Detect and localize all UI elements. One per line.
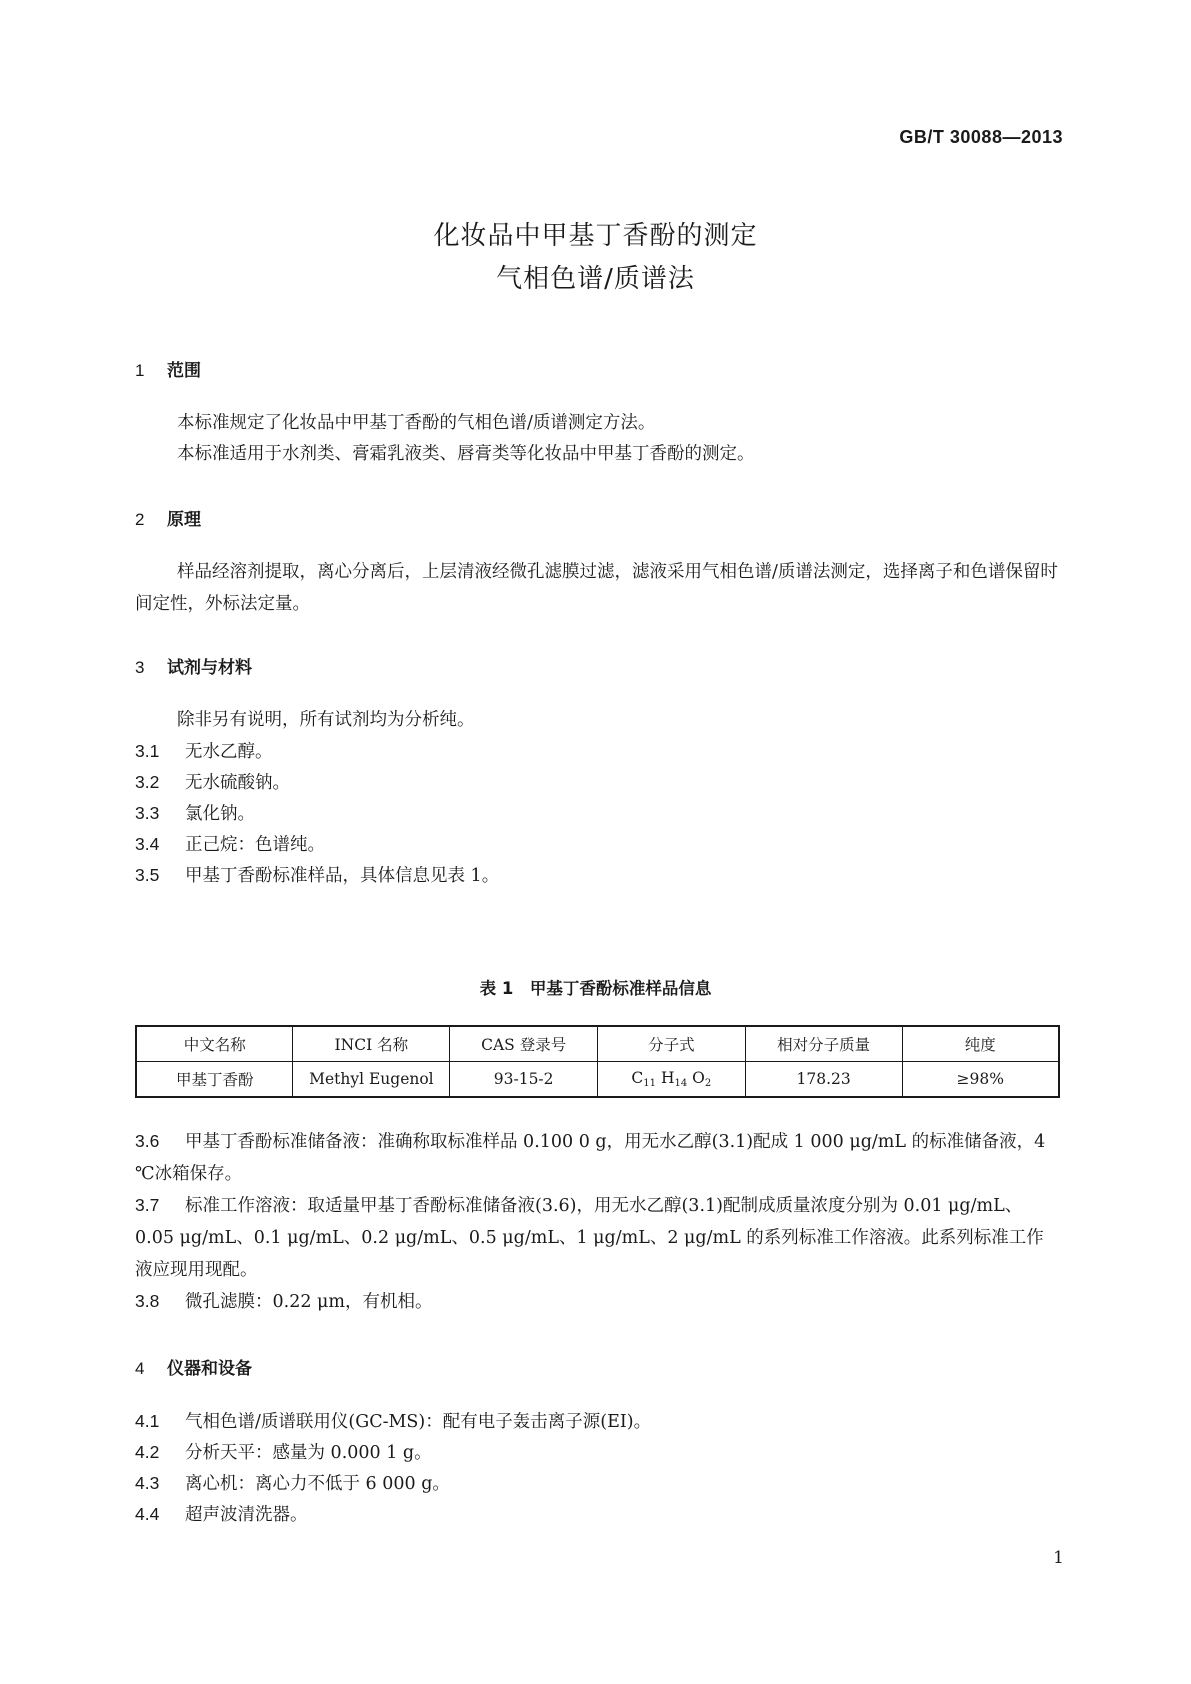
item-number: 4.1 <box>135 1411 160 1431</box>
list-item <box>135 1125 1060 1190</box>
table-cell-purity: ≥98% <box>902 1062 1059 1098</box>
list-item <box>135 1498 1060 1531</box>
formula-o-sub: 2 <box>704 1078 712 1089</box>
section-title: 范围 <box>167 361 201 381</box>
section-title: 原理 <box>167 510 201 530</box>
item-text: 正己烷：色谱纯。 <box>185 835 325 855</box>
list-item <box>135 1436 1060 1469</box>
item-text: 甲基丁香酚标准样品，具体信息见表 1。 <box>185 866 500 886</box>
item-number: 4.4 <box>135 1504 160 1524</box>
section-2-paragraph: 样品经溶剂提取，离心分离后，上层清液经微孔滤膜过滤，滤液采用气相色谱/质谱法测定，选择离子和色谱保留时间定性，外标法定量。 <box>135 562 1058 614</box>
list-item <box>135 766 1060 799</box>
page-number: 1 <box>1053 1548 1064 1568</box>
item-number: 3.5 <box>135 865 160 885</box>
section-number: 1 <box>135 361 145 380</box>
list-item <box>135 797 1060 830</box>
item-number: 3.3 <box>135 803 160 823</box>
table-header-cell: 相对分子质量 <box>745 1026 902 1062</box>
item-number: 3.2 <box>135 772 160 792</box>
item-text: 气相色谱/质谱联用仪(GC-MS)：配有电子轰击离子源(EI)。 <box>185 1412 652 1432</box>
list-item <box>135 859 1060 892</box>
table-header-cell: CAS 登录号 <box>450 1026 598 1062</box>
formula-h-sub: 14 <box>674 1078 688 1089</box>
table-cell-formula <box>597 1062 745 1098</box>
document-title-line2: 气相色谱/质谱法 <box>496 264 695 294</box>
formula-h: H <box>660 1069 675 1087</box>
list-item <box>135 828 1060 861</box>
item-text: 离心机：离心力不低于 6 000 g。 <box>185 1474 450 1494</box>
section-3-heading <box>135 653 252 678</box>
table-header-cell: INCI 名称 <box>293 1026 450 1062</box>
item-number: 3.7 <box>135 1195 160 1215</box>
item-number: 3.4 <box>135 834 160 854</box>
item-text: 超声波清洗器。 <box>185 1505 308 1525</box>
table-cell-inci: Methyl Eugenol <box>293 1062 450 1098</box>
formula-o: O <box>692 1069 705 1087</box>
document-title-line1: 化妆品中甲基丁香酚的测定 <box>433 221 758 251</box>
item-text: 无水硫酸钠。 <box>185 773 290 793</box>
item-number: 3.8 <box>135 1291 160 1311</box>
item-text: 氯化钠。 <box>185 804 255 824</box>
standard-sample-info-table <box>135 1025 1060 1098</box>
section-2-heading <box>135 505 201 530</box>
list-item <box>135 1285 1060 1318</box>
section-title: 仪器和设备 <box>167 1359 252 1379</box>
table-caption: 表 1 甲基丁香酚标准样品信息 <box>479 979 712 998</box>
list-item <box>135 735 1060 768</box>
section-1-heading <box>135 356 201 381</box>
formula-c-sub: 11 <box>643 1078 656 1089</box>
table-header-cell: 分子式 <box>597 1026 745 1062</box>
section-1-paragraph-2: 本标准适用于水剂类、膏霜乳液类、唇膏类等化妆品中甲基丁香酚的测定。 <box>177 444 755 464</box>
section-number: 2 <box>135 510 145 529</box>
item-number: 4.3 <box>135 1473 160 1493</box>
list-item <box>135 1467 1060 1500</box>
table-row <box>136 1062 1059 1098</box>
item-text: 无水乙醇。 <box>185 742 273 762</box>
table-header-cell: 纯度 <box>902 1026 1059 1062</box>
item-text: 甲基丁香酚标准储备液：准确称取标准样品 0.100 0 g，用无水乙醇(3.1)配成 1 000 μg/mL 的标准储备液，4 ℃冰箱保存。 <box>135 1132 1046 1184</box>
section-number: 4 <box>135 1359 145 1378</box>
section-number: 3 <box>135 658 145 677</box>
table-header-row <box>136 1026 1059 1062</box>
section-1-paragraph-1: 本标准规定了化妆品中甲基丁香酚的气相色谱/质谱测定方法。 <box>177 413 656 433</box>
formula-c: C <box>631 1069 644 1087</box>
table-cell-cn-name: 甲基丁香酚 <box>136 1062 293 1098</box>
section-3-intro: 除非另有说明，所有试剂均为分析纯。 <box>177 710 475 730</box>
item-text: 分析天平：感量为 0.000 1 g。 <box>185 1443 432 1463</box>
list-item <box>135 1405 1060 1438</box>
table-cell-cas: 93-15-2 <box>450 1062 598 1098</box>
item-number: 4.2 <box>135 1442 160 1462</box>
item-number: 3.1 <box>135 741 160 761</box>
item-text: 微孔滤膜：0.22 μm，有机相。 <box>185 1292 433 1312</box>
standard-code: GB/T 30088—2013 <box>899 127 1063 147</box>
section-title: 试剂与材料 <box>167 658 252 678</box>
list-item <box>135 1189 1060 1286</box>
table-header-cell: 中文名称 <box>136 1026 293 1062</box>
item-text: 标准工作溶液：取适量甲基丁香酚标准储备液(3.6)，用无水乙醇(3.1)配制成质量浓度分别为 0.01 μg/mL、0.05 μg/mL、0.1 μg/mL、0.2 μg/mL、0.5 μg/mL、1 μg/mL、2 μg/mL 的系列标准工作溶液。此系列标准工作液应现用现配。 <box>135 1196 1044 1280</box>
item-number: 3.6 <box>135 1131 160 1151</box>
table-cell-mw: 178.23 <box>745 1062 902 1098</box>
section-4-heading <box>135 1354 252 1379</box>
